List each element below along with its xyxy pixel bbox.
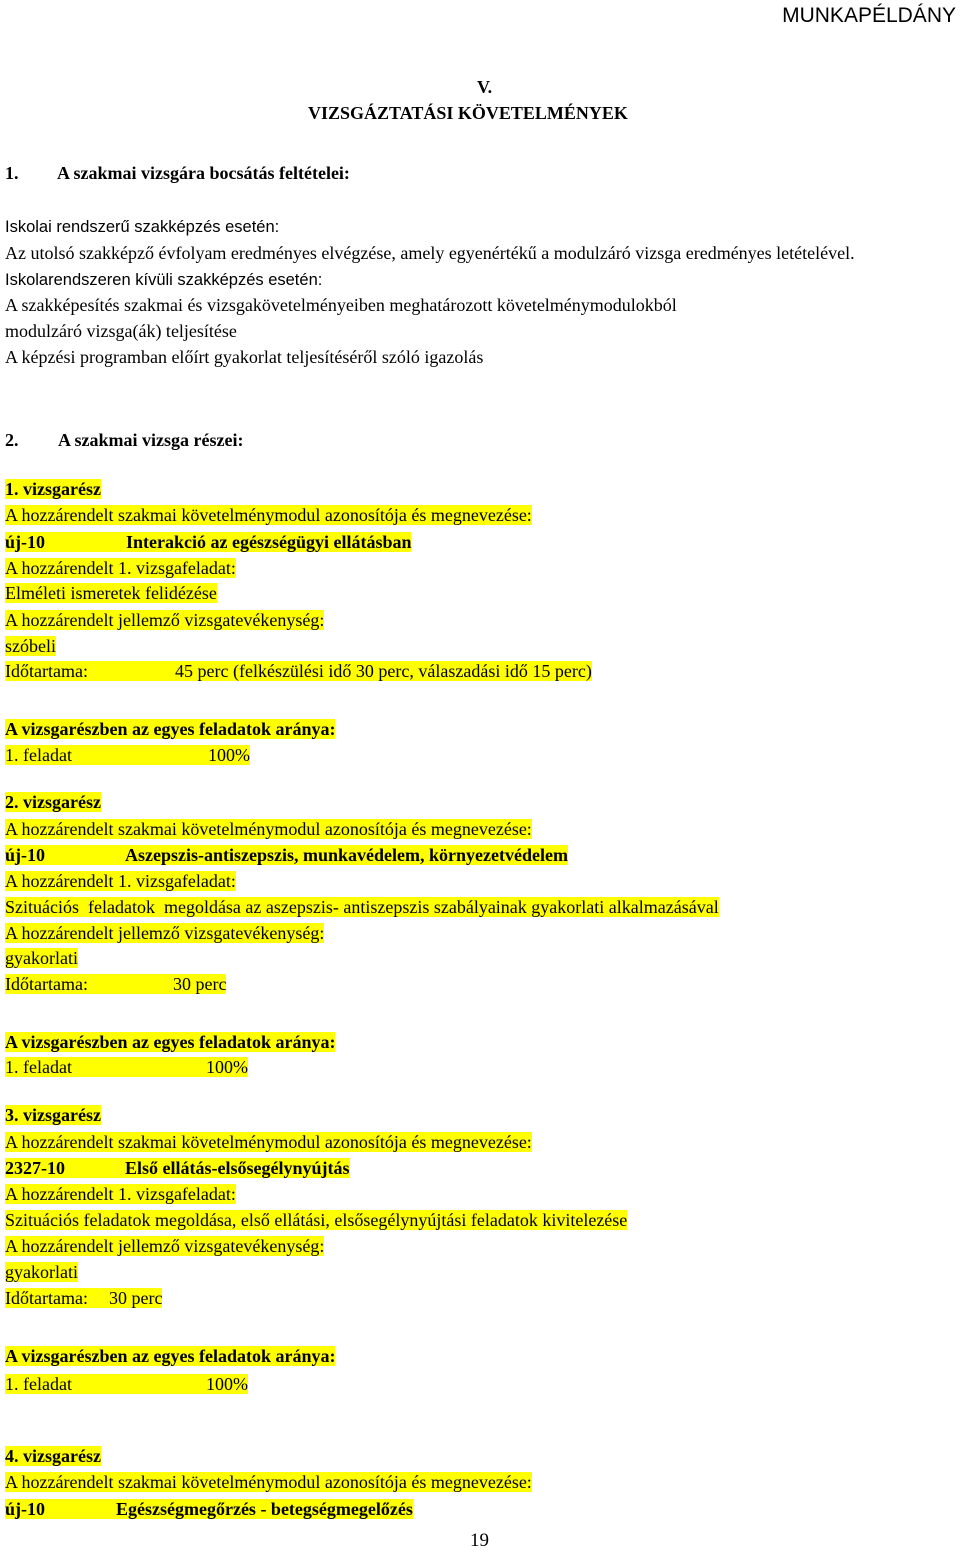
part3-ratio (5, 1373, 248, 1395)
part1-ratio-value: 100% (208, 745, 250, 765)
section2-title: A szakmai vizsga részei: (58, 430, 244, 450)
part4-module-id: új-10 (5, 1499, 45, 1519)
part1-ratio-title: A vizsgarészben az egyes feladatok aránya: (5, 719, 336, 739)
part2-module-label: A hozzárendelt szakmai követelménymodul azonosítója és megnevezése: (5, 819, 532, 839)
section2-number: 2. (5, 430, 19, 450)
part1-activity: szóbeli (5, 636, 56, 656)
part4-module (5, 1498, 413, 1520)
school-heading: Iskolai rendszerű szakképzés esetén: (5, 218, 280, 236)
nonschool-heading: Iskolarendszeren kívüli szakképzés esetén: (5, 271, 323, 289)
section2-heading (5, 429, 243, 451)
part1-ratio (5, 744, 250, 766)
part3-duration-value: 30 perc (109, 1288, 163, 1308)
part2-duration (5, 973, 226, 995)
part3-duration (5, 1287, 162, 1309)
part4-module-name: Egészségmegőrzés - betegségmegelőzés (116, 1499, 413, 1519)
part1-module-name: Interakció az egészségügyi ellátásban (126, 532, 412, 552)
part1-module (5, 531, 411, 553)
part2-ratio-task: 1. feladat (5, 1057, 72, 1077)
part3-module-name: Első ellátás-elsősegélynyújtás (125, 1158, 350, 1178)
part2-activity: gyakorlati (5, 948, 78, 968)
part1-activity-label: A hozzárendelt jellemző vizsgatevékenység: (5, 610, 325, 630)
part2-task-label: A hozzárendelt 1. vizsgafeladat: (5, 871, 236, 891)
part1-task: Elméleti ismeretek felidézése (5, 583, 217, 603)
chapter-title: VIZSGÁZTATÁSI KÖVETELMÉNYEK (308, 103, 628, 123)
part1-duration-label: Időtartama: (5, 661, 88, 681)
part3-title: 3. vizsgarész (5, 1105, 101, 1125)
part2-duration-label: Időtartama: (5, 974, 88, 994)
part3-ratio-value: 100% (206, 1374, 248, 1394)
part2-duration-value: 30 perc (173, 974, 227, 994)
part2-activity-label: A hozzárendelt jellemző vizsgatevékenység: (5, 923, 325, 943)
part2-ratio (5, 1056, 248, 1078)
section1-heading (5, 162, 350, 184)
working-copy-stamp: MUNKAPÉLDÁNY (782, 4, 956, 27)
part1-duration-value: 45 perc (felkészülési idő 30 perc, válaszadási idő 15 perc) (175, 661, 592, 681)
part1-title: 1. vizsgarész (5, 479, 101, 499)
part2-ratio-title: A vizsgarészben az egyes feladatok aránya: (5, 1032, 336, 1052)
section1-title: A szakmai vizsgára bocsátás feltételei: (57, 163, 350, 183)
part2-title: 2. vizsgarész (5, 792, 101, 812)
part1-duration (5, 660, 592, 682)
part3-ratio-title: A vizsgarészben az egyes feladatok aránya: (5, 1346, 336, 1366)
part2-task: Szituációs feladatok megoldása az aszepszis- antiszepszis szabályainak gyakorlati alkalmazásával (5, 897, 719, 917)
part2-ratio-value: 100% (206, 1057, 248, 1077)
part1-module-label: A hozzárendelt szakmai követelménymodul azonosítója és megnevezése: (5, 505, 532, 525)
part3-module-label: A hozzárendelt szakmai követelménymodul azonosítója és megnevezése: (5, 1132, 532, 1152)
page-number: 19 (470, 1530, 489, 1551)
chapter-number: V. (477, 77, 493, 97)
nonschool-line2: modulzáró vizsga(ák) teljesítése (5, 321, 237, 341)
part3-module (5, 1157, 350, 1179)
part3-ratio-task: 1. feladat (5, 1374, 72, 1394)
part2-module-name: Aszepszis-antiszepszis, munkavédelem, környezetvédelem (125, 845, 568, 865)
part2-module (5, 844, 568, 866)
part3-task-label: A hozzárendelt 1. vizsgafeladat: (5, 1184, 236, 1204)
section1-number: 1. (5, 163, 19, 183)
part3-activity: gyakorlati (5, 1262, 78, 1282)
part3-activity-label: A hozzárendelt jellemző vizsgatevékenység: (5, 1236, 325, 1256)
part3-task: Szituációs feladatok megoldása, első ellátási, elsősegélynyújtási feladatok kivitelezése (5, 1210, 628, 1230)
nonschool-line3: A képzési programban előírt gyakorlat teljesítéséről szóló igazolás (5, 347, 484, 367)
part3-module-id: 2327-10 (5, 1158, 65, 1178)
part2-module-id: új-10 (5, 845, 45, 865)
part4-module-label: A hozzárendelt szakmai követelménymodul azonosítója és megnevezése: (5, 1472, 532, 1492)
part1-ratio-task: 1. feladat (5, 745, 72, 765)
school-text: Az utolsó szakképző évfolyam eredményes elvégzése, amely egyenértékű a modulzáró vizsga eredményes letételével. (5, 243, 855, 263)
part3-duration-label: Időtartama: (5, 1288, 88, 1308)
part1-task-label: A hozzárendelt 1. vizsgafeladat: (5, 558, 236, 578)
nonschool-line1: A szakképesítés szakmai és vizsgakövetelményeiben meghatározott követelménymodulokból (5, 295, 677, 315)
part4-title: 4. vizsgarész (5, 1446, 101, 1466)
part1-module-id: új-10 (5, 532, 45, 552)
